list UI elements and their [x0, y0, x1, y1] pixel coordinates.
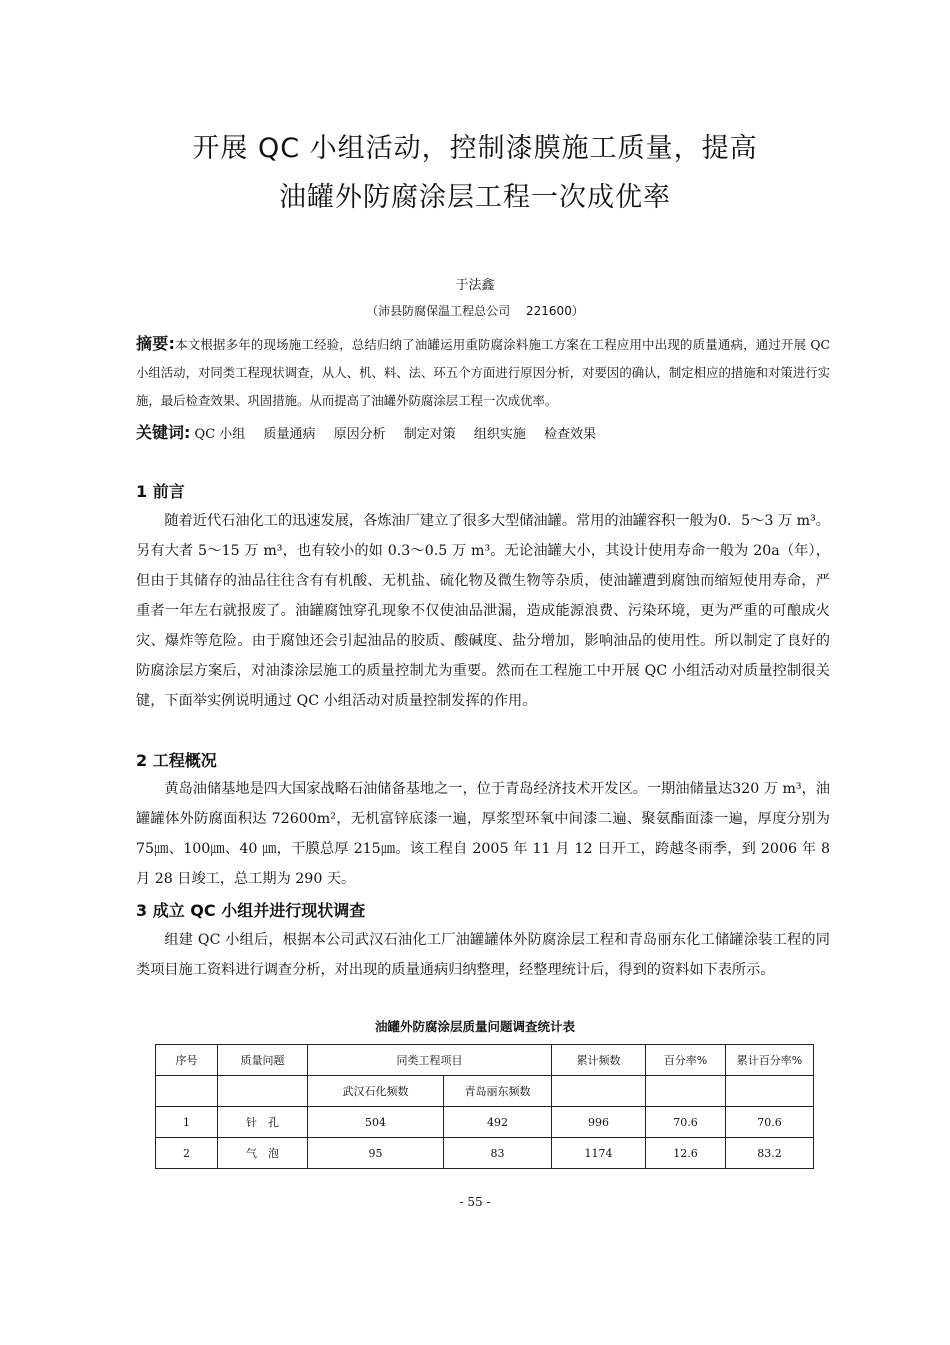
keyword: QC 小组 — [194, 427, 246, 442]
empty-cell — [552, 1076, 646, 1107]
cell: 1174 — [552, 1138, 646, 1169]
keyword: 质量通病 — [263, 427, 316, 442]
cell: 70.6 — [726, 1107, 814, 1138]
paper-title-line-1: 开展 QC 小组活动，控制漆膜施工质量，提高 — [192, 133, 758, 164]
cell: 95 — [308, 1138, 444, 1169]
table-row — [156, 1107, 814, 1138]
author-name: 于法鑫 — [455, 278, 495, 293]
cell: 83.2 — [726, 1138, 814, 1169]
subheader-cell: 青岛丽东频数 — [444, 1076, 552, 1107]
section-paragraph-overview: 黄岛油储基地是四大国家战略石油储备基地之一，位于青岛经济技术开发区。一期油储量达320 万 m³，油罐罐体外防腐面积达 72600m²，无机富锌底漆一遍，厚浆型环氧中间漆二遍、聚氨酯面漆一遍，厚度分别为 75㎛、100㎛、40 ㎛，干膜总厚 215㎛。该工程自 2005 年 11 月 12 日开工，跨越冬雨季，到 2006 年 8 月 28 日竣工，总工期为 290 天。 — [136, 781, 830, 887]
page-number: - 55 - — [459, 1195, 491, 1209]
keywords-label: 关键词: — [136, 423, 191, 442]
cell: 针 孔 — [218, 1107, 308, 1138]
cell: 1 — [156, 1107, 218, 1138]
subheader-cell: 武汉石化频数 — [308, 1076, 444, 1107]
keywords — [136, 420, 830, 448]
header-cell: 质量问题 — [218, 1045, 308, 1076]
cell: 996 — [552, 1107, 646, 1138]
empty-cell — [726, 1076, 814, 1107]
header-cell: 序号 — [156, 1045, 218, 1076]
cell: 504 — [308, 1107, 444, 1138]
cell: 气 泡 — [218, 1138, 308, 1169]
header-cell: 累计频数 — [552, 1045, 646, 1076]
header-cell: 百分率% — [646, 1045, 726, 1076]
section-paragraph-qc-group: 组建 QC 小组后，根据本公司武汉石油化工厂油罐罐体外防腐涂层工程和青岛丽东化工储罐涂装工程的同类项目施工资料进行调查分析，对出现的质量通病归纳整理，经整理统计后，得到的资料如下表所示。 — [136, 932, 830, 978]
keyword: 组织实施 — [473, 427, 526, 442]
quality-stats-table — [155, 1044, 814, 1169]
affiliation-postcode: 221600） — [526, 304, 584, 318]
section-heading-qc-group: 3 成立 QC 小组并进行现状调查 — [136, 901, 366, 920]
cell: 2 — [156, 1138, 218, 1169]
table-row — [156, 1138, 814, 1169]
empty-cell — [218, 1076, 308, 1107]
header-cell: 同类工程项目 — [308, 1045, 552, 1076]
keyword: 原因分析 — [333, 427, 386, 442]
empty-cell — [646, 1076, 726, 1107]
section-paragraph-intro: 随着近代石油化工的迅速发展，各炼油厂建立了很多大型储油罐。常用的油罐容积一般为0．5～3 万 m³。另有大者 5～15 万 m³，也有较小的如 0.3～0.5 万 m³。无论油罐大小，其设计使用寿命一般为 20a（年），但由于其储存的油品往往含有有机酸、无机盐、硫化物及微生物等杂质，使油罐遭到腐蚀而缩短使用寿命，严重者一年左右就报废了。油罐腐蚀穿孔现象不仅使油品泄漏，造成能源浪费、污染环境，更为严重的可酿成火灾、爆炸等危险。由于腐蚀还会引起油品的胶质、酸碱度、盐分增加，影响油品的使用性。所以制定了良好的防腐涂层方案后，对油漆涂层施工的质量控制尤为重要。然而在工程施工中开展 QC 小组活动对质量控制很关键，下面举实例说明通过 QC 小组活动对质量控制发挥的作用。 — [136, 513, 830, 709]
empty-cell — [156, 1076, 218, 1107]
keyword: 检查效果 — [544, 427, 597, 442]
affiliation-org: （沛县防腐保温工程总公司 — [366, 304, 511, 318]
table-caption: 油罐外防腐涂层质量问题调查统计表 — [374, 1019, 575, 1034]
abstract-text: 本文根据多年的现场施工经验，总结归纳了油罐运用重防腐涂料施工方案在工程应用中出现的质量通病，通过开展 QC 小组活动，对同类工程现状调查，从人、机、料、法、环五个方面进行原因分析，对要因的确认，制定相应的措施和对策进行实施，最后检查效果、巩固措施。从而提高了油罐外防腐涂层工程一次成优率。 — [136, 337, 831, 408]
cell: 83 — [444, 1138, 552, 1169]
abstract-label: 摘要: — [136, 334, 175, 353]
header-cell: 累计百分率% — [726, 1045, 814, 1076]
cell: 492 — [444, 1107, 552, 1138]
section-heading-overview: 2 工程概况 — [136, 751, 217, 770]
paper-title-line-2: 油罐外防腐涂层工程一次成优率 — [279, 182, 671, 213]
section-heading-intro: 1 前言 — [136, 482, 185, 501]
keyword: 制定对策 — [403, 427, 456, 442]
table-header-row — [156, 1045, 814, 1076]
abstract — [136, 330, 830, 415]
table-subheader-row — [156, 1076, 814, 1107]
cell: 70.6 — [646, 1107, 726, 1138]
cell: 12.6 — [646, 1138, 726, 1169]
author-affiliation — [0, 302, 950, 319]
